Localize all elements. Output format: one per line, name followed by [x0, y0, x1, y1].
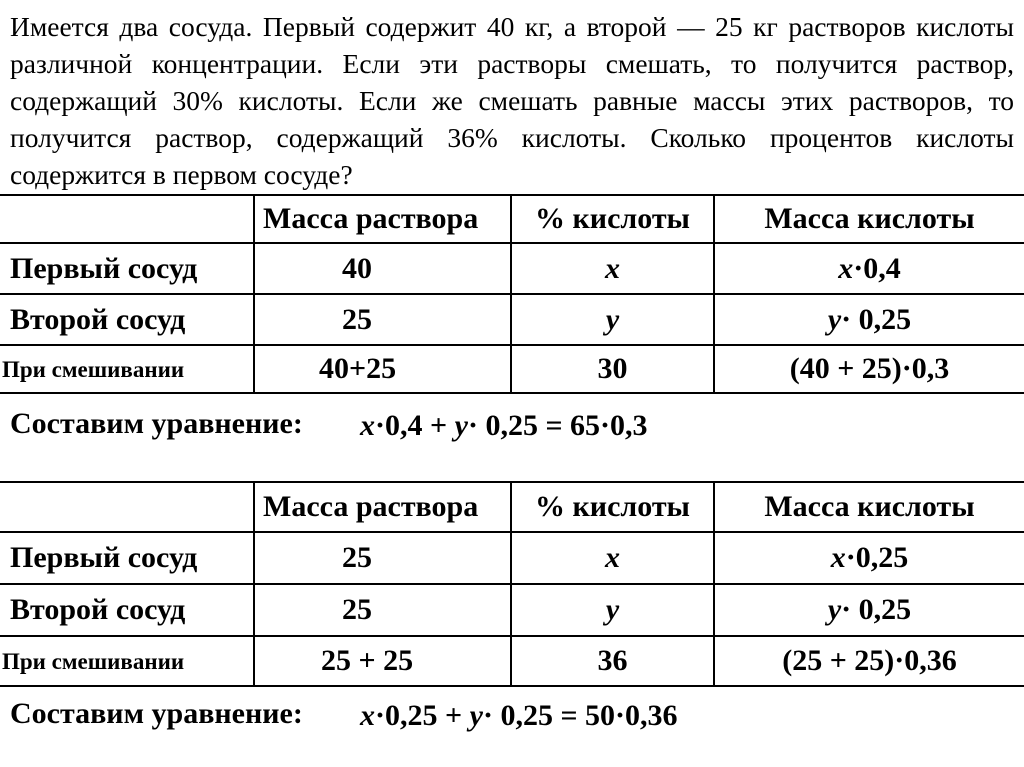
table-header-row — [0, 195, 1024, 243]
table-equal-mixing — [0, 481, 1024, 687]
mass-value: 40+25 — [254, 345, 511, 393]
equation-label: Составим уравнение: — [10, 407, 303, 440]
table-row — [0, 294, 1024, 345]
row-label: Второй сосуд — [0, 294, 254, 345]
percent-value: x — [511, 243, 714, 294]
acid-mass-value — [714, 345, 1024, 393]
equation-label: Составим уравнение: — [10, 697, 303, 730]
acid-mass-value — [714, 243, 1024, 294]
row-label: Первый сосуд — [0, 243, 254, 294]
eq-var-y: y — [469, 699, 483, 732]
row-label: При смешивании — [0, 636, 254, 686]
eq-part: · 0,25 = 65·0,3 — [467, 409, 648, 442]
percent-value: y — [511, 294, 714, 345]
acid-expr: (40 + 25)·0,3 — [789, 352, 950, 385]
acid-expr: (25 + 25)·0,36 — [782, 644, 957, 677]
table-row — [0, 532, 1024, 584]
table-row — [0, 345, 1024, 393]
table-first-mixing — [0, 194, 1024, 394]
eq-var-y: y — [454, 409, 468, 442]
header-empty-cell — [0, 482, 254, 532]
acid-expr: ·0,4 — [853, 251, 901, 285]
header-acid-mass: Масса кислоты — [714, 482, 1024, 532]
acid-var: x — [838, 251, 854, 285]
acid-var: y — [827, 593, 842, 626]
equation-2 — [10, 697, 678, 732]
table-header-row — [0, 482, 1024, 532]
acid-mass-value — [714, 532, 1024, 584]
percent-value: 36 — [511, 636, 714, 686]
eq-part: ·0,25 + — [375, 699, 470, 732]
acid-expr: ·0,25 — [845, 541, 909, 574]
mass-value: 25 + 25 — [254, 636, 511, 686]
header-mass: Масса раствора — [254, 195, 511, 243]
equation-1 — [10, 407, 648, 442]
acid-mass-value — [714, 584, 1024, 636]
percent-value: x — [511, 532, 714, 584]
percent-value: y — [511, 584, 714, 636]
acid-mass-value — [714, 636, 1024, 686]
acid-expr: · 0,25 — [841, 302, 912, 336]
acid-var: y — [827, 302, 842, 336]
eq-var-x: x — [360, 699, 375, 732]
header-empty-cell — [0, 195, 254, 243]
row-label: Второй сосуд — [0, 584, 254, 636]
eq-var-x: x — [360, 409, 375, 442]
mass-value: 40 — [254, 243, 511, 294]
percent-value: 30 — [511, 345, 714, 393]
mass-value: 25 — [254, 532, 511, 584]
row-label: При смешивании — [0, 345, 254, 393]
acid-var: x — [830, 541, 846, 574]
equation-expression — [360, 409, 648, 443]
row-label: Первый сосуд — [0, 532, 254, 584]
header-percent: % кислоты — [511, 482, 714, 532]
problem-statement: Имеется два сосуда. Первый содержит 40 кг, а второй — 25 кг растворов кислоты различной концентрации. Если эти растворы смешать, то получится раствор, содержащий 30% кислоты. Если же смешать равные массы этих растворов, то получится раствор, содержащий 36% кислоты. Сколько процентов кислоты содержится в первом сосуде? — [10, 11, 1014, 190]
mass-value: 25 — [254, 294, 511, 345]
table-row — [0, 636, 1024, 686]
header-percent: % кислоты — [511, 195, 714, 243]
acid-expr: · 0,25 — [841, 593, 912, 626]
header-acid-mass: Масса кислоты — [714, 195, 1024, 243]
header-mass: Масса раствора — [254, 482, 511, 532]
equation-expression — [360, 699, 678, 733]
table-row — [0, 243, 1024, 294]
acid-mass-value — [714, 294, 1024, 345]
eq-part: ·0,4 + — [375, 409, 455, 442]
mass-value: 25 — [254, 584, 511, 636]
table-row — [0, 584, 1024, 636]
eq-part: · 0,25 = 50·0,36 — [482, 699, 678, 732]
